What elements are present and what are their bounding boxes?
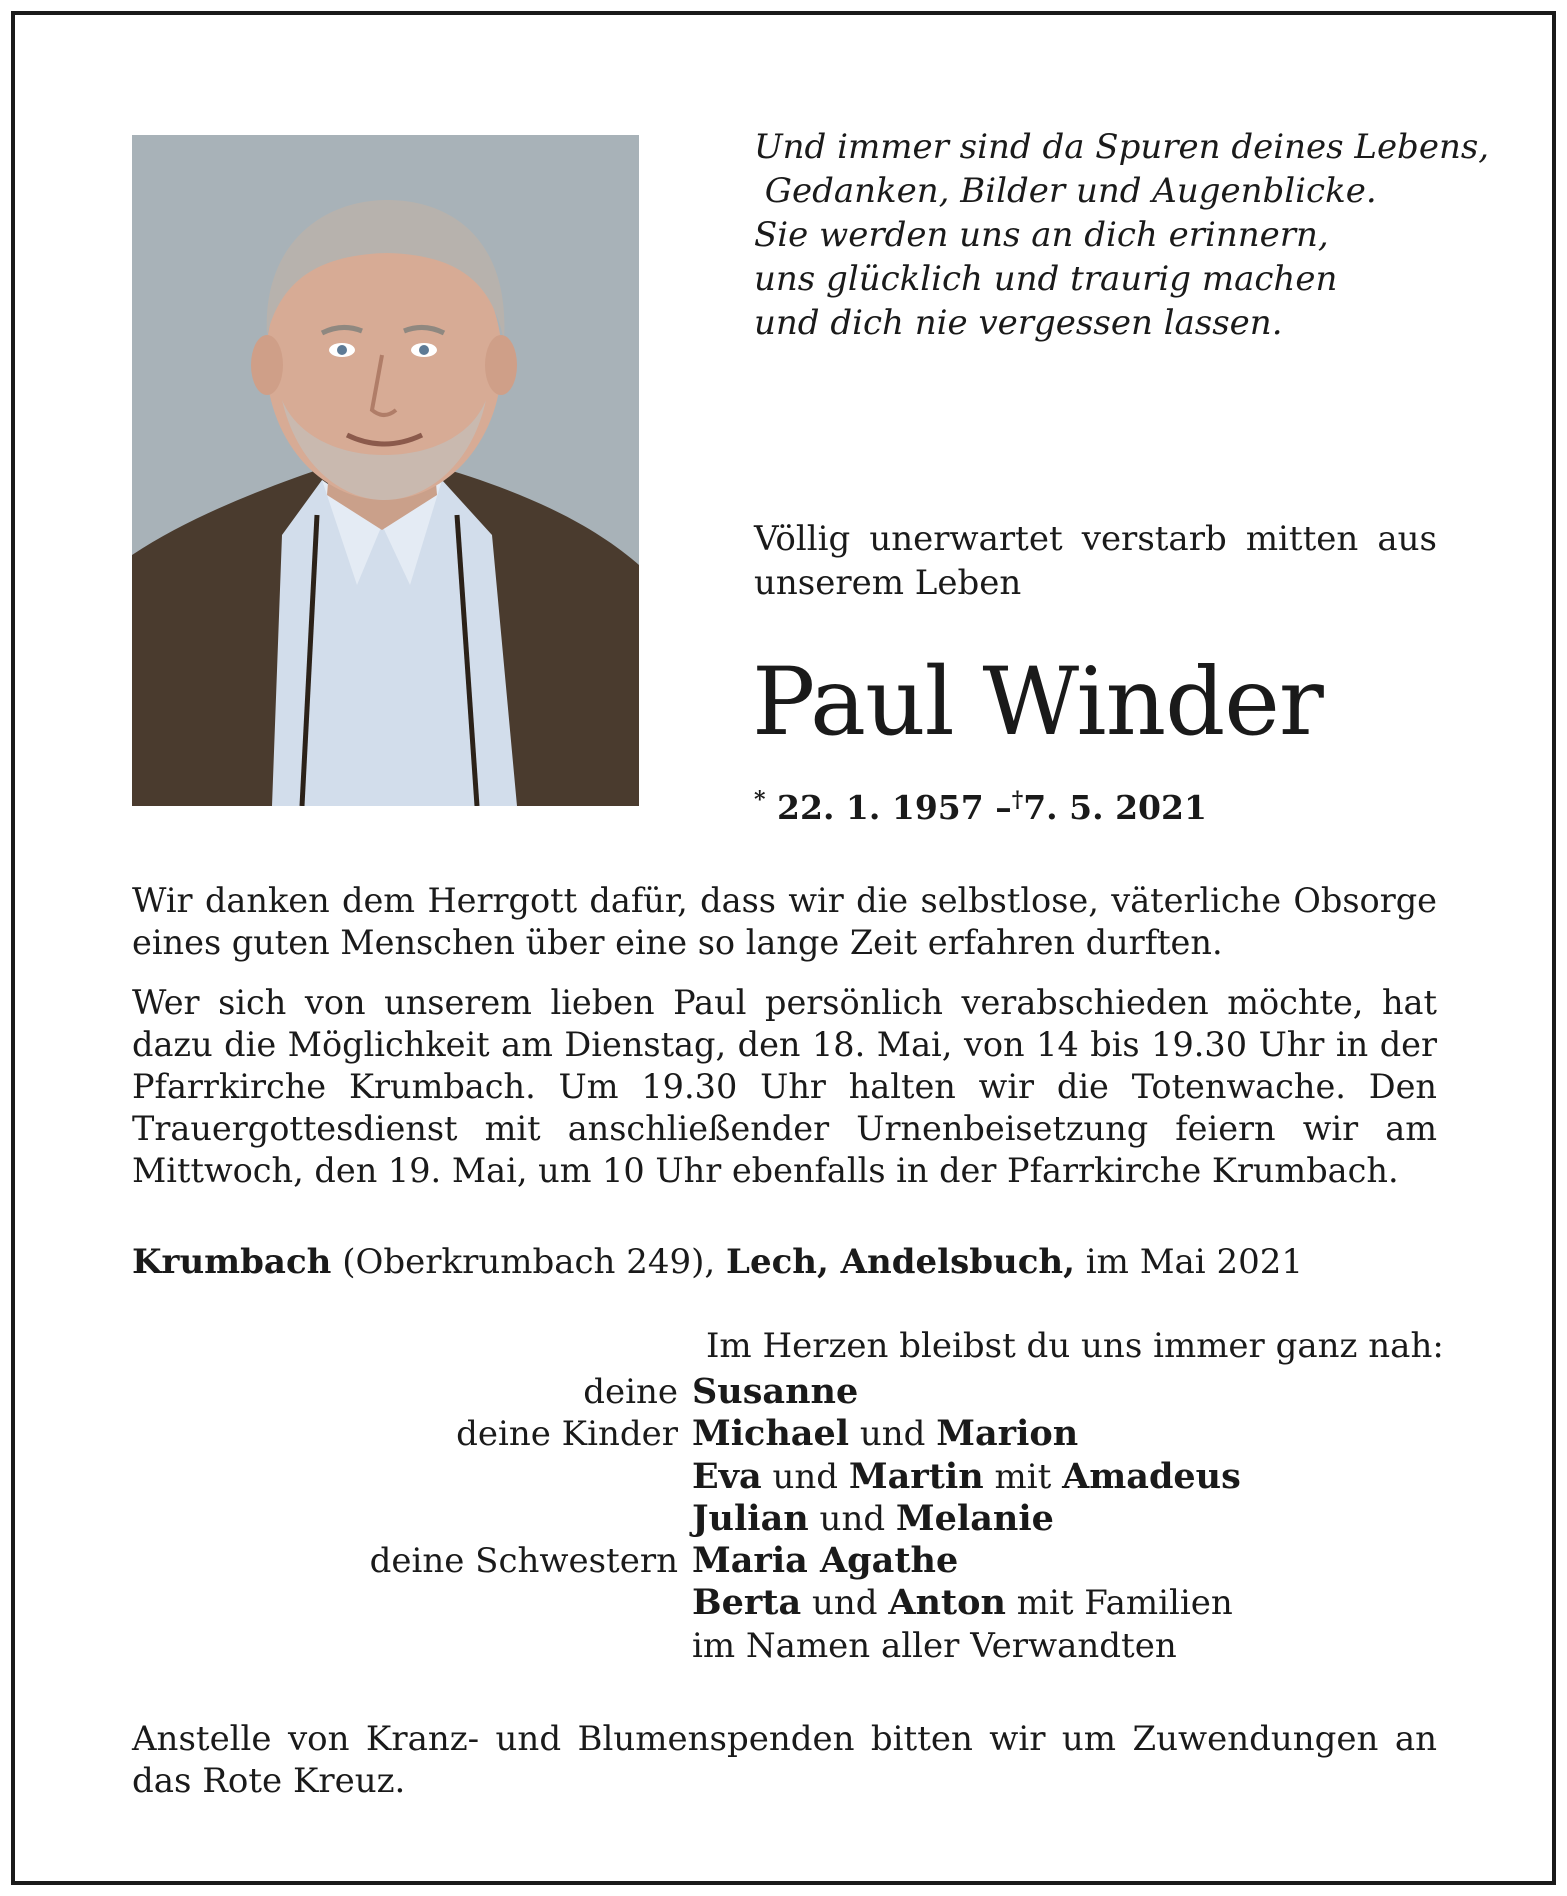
conjunction: und [761, 1456, 849, 1497]
announcement-line: Völlig unerwartet verstarb mitten aus [754, 519, 1437, 559]
relation-label: deine Schwestern [369, 1541, 678, 1582]
mourner-name: Julian [692, 1497, 809, 1539]
place-address: (Oberkrumbach 249), [331, 1242, 727, 1282]
relation-label: deine [583, 1372, 678, 1412]
mourners-heading: Im Herzen bleibst du uns immer ganz nah: [706, 1326, 1444, 1366]
mourner-name: Susanne [692, 1371, 859, 1412]
funeral-details-paragraph: Wer sich von unserem lieben Paul persönlich verabschieden möchte, hat dazu die Möglichkeit am Dienstag, den 18. Mai, von 14 bis 19.30 Uhr in der Pfarrkirche Krumbach. Um 19.30 Uhr halten wir die Totenwache. Den Trauergottesdienst mit anschließender Urnenbeisetzung feiern wir am Mittwoch, den 19. Mai, um 10 Uhr ebenfalls in der Pfarrkirche Krumbach. [132, 983, 1437, 1190]
life-dates [754, 778, 1207, 830]
mourner-row [132, 1540, 1437, 1582]
poem-line: Und immer sind da Spuren deines Lebens, [754, 127, 1490, 167]
poem-line: uns glücklich und traurig machen [754, 259, 1338, 299]
mourner-row [132, 1456, 1437, 1498]
mourner-name: Maria Agathe [692, 1540, 959, 1582]
poem-line: und dich nie vergessen lassen. [754, 303, 1283, 343]
mourner-name: Berta [692, 1582, 802, 1624]
mourner-name: Eva [692, 1455, 762, 1497]
place-town: Krumbach [132, 1242, 332, 1282]
relation-label: deine Kinder [456, 1414, 678, 1455]
mourner-name: Michael [692, 1413, 850, 1455]
deceased-name: Paul Winder [752, 648, 1323, 757]
portrait-image [132, 135, 639, 806]
death-date: 7. 5. 2021 [1023, 788, 1207, 827]
poem-line: Sie werden uns an dich erinnern, [754, 215, 1329, 255]
death-announcement [754, 517, 1437, 605]
poem [754, 125, 1490, 345]
mourner-name: Martin [848, 1455, 984, 1497]
mourner-row [132, 1625, 1437, 1667]
mourner-row [132, 1582, 1437, 1624]
relatives-note: im Namen aller Verwandten [692, 1625, 1177, 1666]
place-and-date [132, 1240, 1303, 1284]
poem-line: Gedanken, Bilder und Augenblicke. [754, 171, 1377, 211]
death-symbol: † [1011, 787, 1024, 813]
mourner-row [132, 1371, 1437, 1413]
conjunction: mit [983, 1456, 1063, 1497]
mourner-row [132, 1498, 1437, 1540]
donation-request: Anstelle von Kranz- und Blumenspenden bitten wir um Zuwendungen an das Rote Kreuz. [132, 1719, 1437, 1801]
thanks-paragraph: Wir danken dem Herrgott dafür, dass wir die selbstlose, väterliche Obsorge eines guten Menschen über eine so lange Zeit erfahren durften. [132, 881, 1437, 962]
mourners-list [132, 1371, 1437, 1667]
mourner-name: Marion [936, 1413, 1079, 1455]
birth-symbol: * [754, 787, 766, 813]
conjunction: und [808, 1498, 896, 1539]
families-note: mit Familien [1005, 1583, 1233, 1624]
announcement-line: unserem Leben [754, 563, 1022, 603]
mourner-name: Melanie [895, 1497, 1054, 1539]
mourner-name: Amadeus [1062, 1455, 1241, 1497]
conjunction: und [801, 1583, 889, 1624]
place-date: im Mai 2021 [1074, 1242, 1304, 1282]
portrait-photo [132, 135, 639, 806]
mourner-name: Anton [888, 1582, 1006, 1624]
conjunction: und [849, 1414, 937, 1455]
birth-date: 22. 1. 1957 [777, 788, 984, 827]
date-separator: – [995, 788, 1012, 827]
place-towns: Lech, Andelsbuch, [726, 1242, 1075, 1282]
mourner-row [132, 1413, 1437, 1455]
